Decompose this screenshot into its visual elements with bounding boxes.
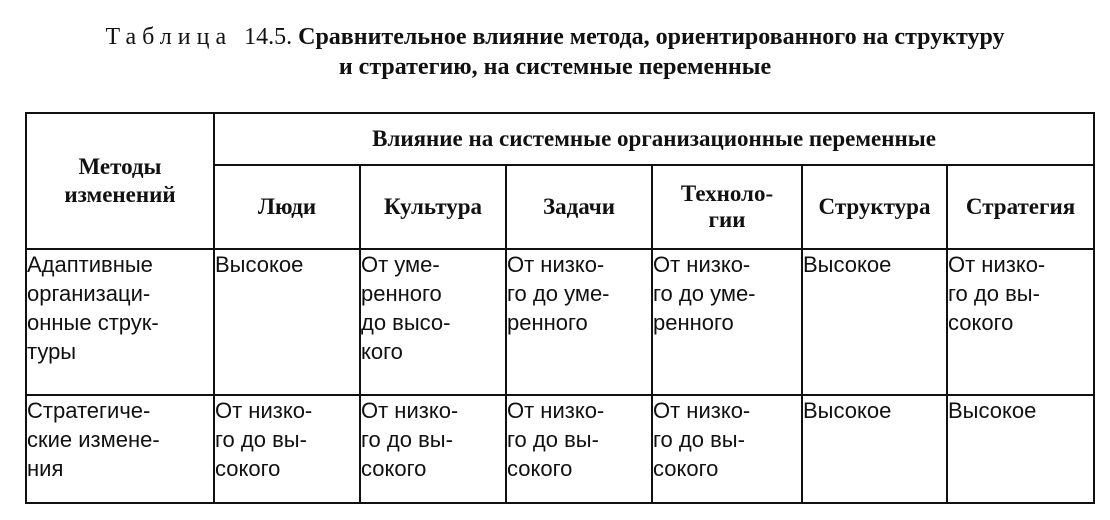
- row-header-adaptive-structures: Адаптивные организаци- онные струк- туры: [26, 249, 214, 395]
- table-row: [26, 395, 1094, 503]
- caption-title-line-2: и стратегию, на системные переменные: [338, 54, 772, 80]
- table-cell: От низко- го до вы- сокого: [947, 249, 1094, 395]
- caption-number: 14.5.: [244, 24, 293, 50]
- table-cell: От низко- го до уме- ренного: [506, 249, 652, 395]
- caption-line-1: [0, 22, 1110, 52]
- table-caption: [0, 22, 1110, 82]
- table-cell: Высокое: [947, 395, 1094, 503]
- impact-group-header: Влияние на системные организационные переменные: [214, 113, 1094, 165]
- table-cell: От низко- го до вы- сокого: [506, 395, 652, 503]
- comparison-table: [25, 112, 1095, 504]
- table-row: [26, 249, 1094, 395]
- methods-column-header: Методы изменений: [26, 113, 214, 249]
- table-cell: От уме- ренного до высо- кого: [360, 249, 506, 395]
- row-header-strategic-changes: Стратегиче- ские измене- ния: [26, 395, 214, 503]
- column-header-structure: Структура: [802, 165, 947, 249]
- column-header-tasks: Задачи: [506, 165, 652, 249]
- table-cell: Высокое: [214, 249, 360, 395]
- table-cell: Высокое: [802, 249, 947, 395]
- column-header-technology: Техноло- гии: [652, 165, 802, 249]
- header-row-group: [26, 113, 1094, 165]
- table-cell: Высокое: [802, 395, 947, 503]
- column-header-strategy: Стратегия: [947, 165, 1094, 249]
- column-header-culture: Культура: [360, 165, 506, 249]
- table-cell: От низко- го до вы- сокого: [652, 395, 802, 503]
- caption-lead: Таблица: [105, 24, 233, 50]
- table-cell: От низко- го до вы- сокого: [360, 395, 506, 503]
- column-header-people: Люди: [214, 165, 360, 249]
- caption-title-line-1: Сравнительное влияние метода, ориентированного на структуру: [298, 24, 1005, 50]
- table-cell: От низко- го до уме- ренного: [652, 249, 802, 395]
- table-cell: От низко- го до вы- сокого: [214, 395, 360, 503]
